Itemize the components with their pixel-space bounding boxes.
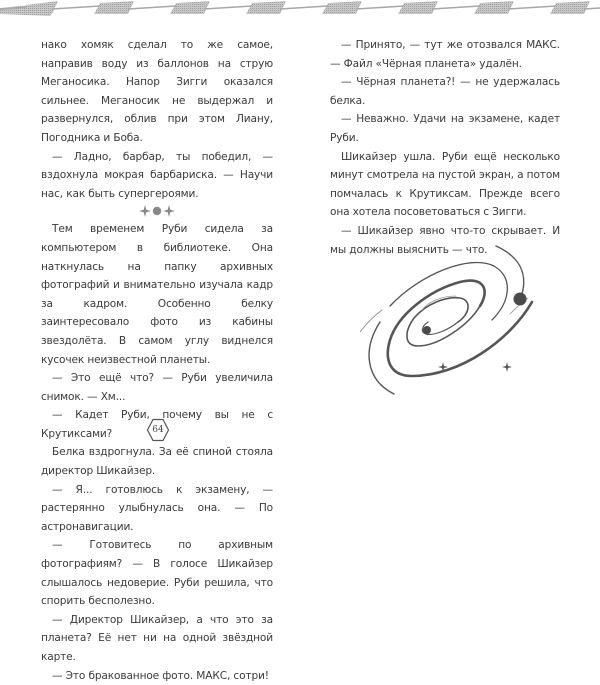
paragraph: — Это ещё что? — Руби увеличила снимок. — Хм... — [41, 372, 273, 403]
paragraph: — Неважно. Удачи на экзамене, кадет Руби. — [330, 113, 560, 144]
paragraph: — Я... готовлюсь к экзамену, — растерянно улыбнулась она. — По астронавигации. — [41, 483, 273, 533]
page-number-badge — [146, 418, 170, 442]
paragraph: — Ладно, барбар, ты победил, — вздохнула мокрая барбариска. — Научи нас, как быть супергероями. — [41, 150, 273, 200]
left-page-text — [41, 36, 273, 685]
paragraph: Шикайзер ушла. Руби ещё несколько минут смотрела на пустой экран, а потом помчалась к Крутиксам. Прежде всего она хотела посоветоваться с Зигги. — [330, 150, 560, 219]
paragraph: — Кадет Руби, почему вы не с Крутиксами? — [41, 409, 273, 440]
paragraph: — Директор Шикайзер, а что это за планета? Её нет ни на одной звёздной карте. — [41, 613, 273, 663]
paragraph: — Это бракованное фото. МАКС, сотри! — [52, 669, 269, 682]
paragraph: — Чёрная планета?! — не удержалась белка. — [330, 76, 560, 107]
paragraph: Белка вздрогнула. За её спиной стояла директор Шикайзер. — [41, 446, 273, 478]
paragraph: — Готовитесь по архивным фотографиям? — В голосе Шикайзер слышалось недоверие. Руби решила, что спорить бесполезно. — [41, 539, 273, 608]
section-break-ornament — [41, 202, 273, 220]
galaxy-illustration — [360, 210, 560, 410]
paragraph: — Принято, — тут же отозвался МАКС. — Файл «Чёрная планета» удалён. — [330, 39, 560, 70]
top-decorative-border — [0, 0, 600, 20]
star-dot-star-icon — [139, 205, 175, 217]
star-icon — [502, 362, 512, 372]
paragraph: — Шикайзер явно что-то скрывает. И мы должны выяснить — что. — [330, 224, 560, 256]
paragraph: Тем временем Руби сидела за компьютером в библиотеке. Она наткнулась на папку архивных фотографий и внимательно изучала кадр за кадром. Особенно белку заинтересовало фото из кабины звездолёта. В самом углу виднелся кусочек неизвестной планеты. — [41, 223, 273, 366]
large-planet-icon — [514, 293, 527, 306]
paragraph: нако хомяк сделал то же самое, направив воду из баллонов на струю Меганосика. Напор Зигги оказался сильнее. Меганосик не выдержал и развернулся, облив при этом Лиану, Погодника и Боба. — [41, 39, 273, 144]
page-number: 64 — [152, 425, 164, 435]
left-page — [41, 36, 273, 685]
small-planet-icon — [423, 326, 431, 334]
